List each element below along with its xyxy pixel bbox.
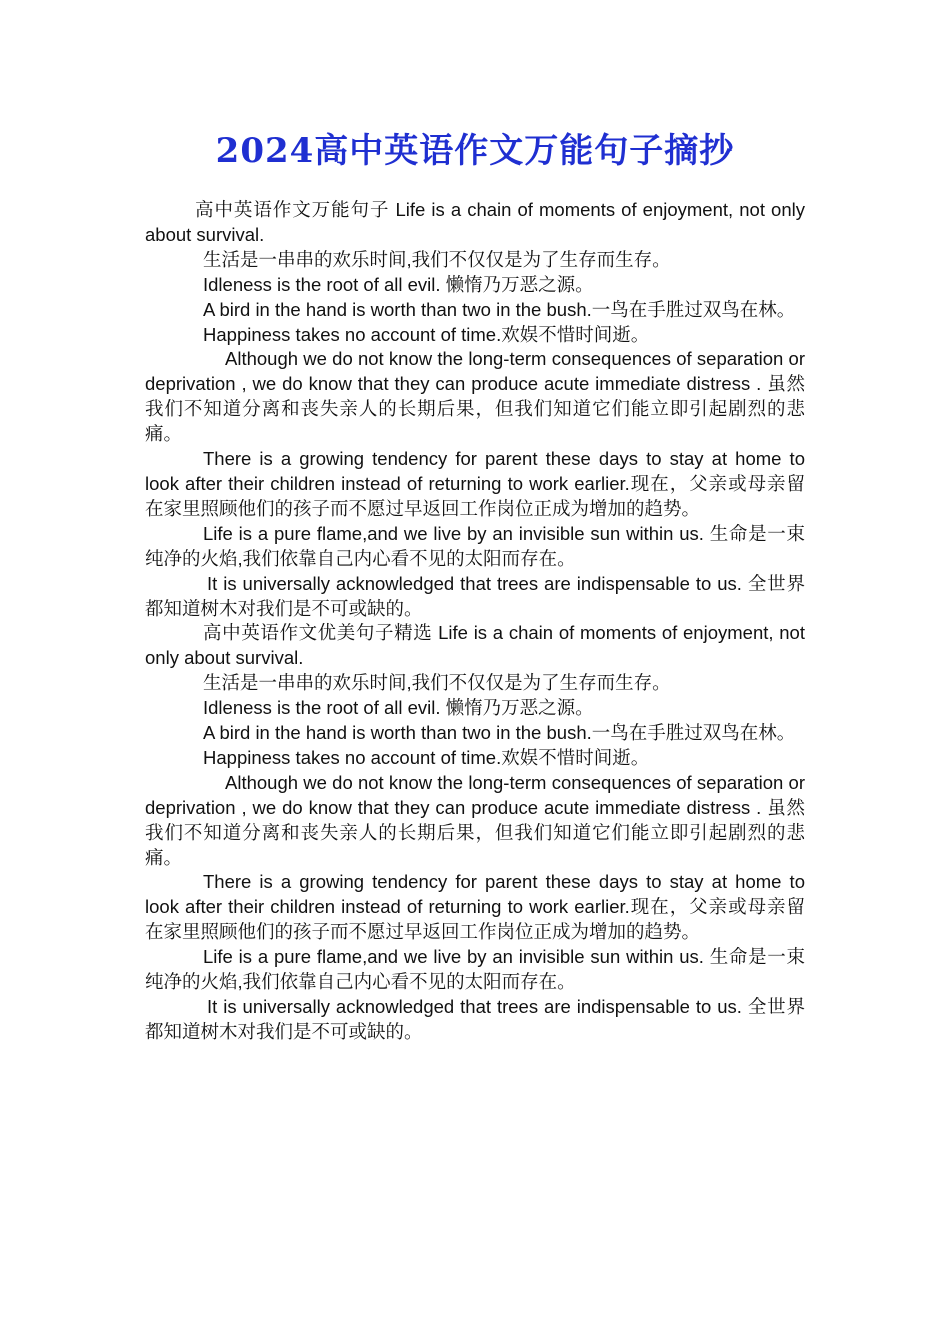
paragraph-2: 生活是一串串的欢乐时间,我们不仅仅是为了生存而生存。	[203, 248, 671, 270]
paragraph-14: Happiness takes no account of time.欢娱不惜时间逝。	[203, 746, 650, 768]
paragraph-13: A bird in the hand is worth than two in the bush.一鸟在手胜过双鸟在林。	[203, 722, 796, 744]
paragraph-12: Idleness is the root of all evil. 懒惰乃万恶之源。	[203, 697, 594, 719]
paragraph-3: Idleness is the root of all evil. 懒惰乃万恶之源。	[203, 273, 594, 295]
paragraph-6: Although we do not know the long-term consequences of separation or deprivation , we do know that they can produce acute immediate distress . 虽然我们不知道分离和丧失亲人的长期后果，但我们知道它们能立即引起剧烈的悲痛。	[145, 348, 805, 445]
paragraph-17: Life is a pure flame,and we live by an invisible sun within us. 生命是一束纯净的火焰,我们依靠自己内心看不见的太阳而存在。	[145, 946, 805, 993]
paragraph-10: 高中英语作文优美句子精选 Life is a chain of moments of enjoyment, not only about survival.	[145, 622, 805, 669]
paragraph-15: Although we do not know the long-term consequences of separation or deprivation , we do know that they can produce acute immediate distress . 虽然我们不知道分离和丧失亲人的长期后果，但我们知道它们能立即引起剧烈的悲痛。	[145, 771, 805, 868]
paragraph-7: There is a growing tendency for parent these days to stay at home to look after their children instead of returning to work earlier.现在，父亲或母亲留在家里照顾他们的孩子而不愿过早返回工作岗位正成为增加的趋势。	[145, 448, 805, 519]
paragraph-4: A bird in the hand is worth than two in the bush.一鸟在手胜过双鸟在林。	[203, 298, 796, 320]
paragraph-11: 生活是一串串的欢乐时间,我们不仅仅是为了生存而生存。	[203, 672, 671, 694]
document-body	[145, 198, 805, 1045]
paragraph-8: Life is a pure flame,and we live by an invisible sun within us. 生命是一束纯净的火焰,我们依靠自己内心看不见的太阳而存在。	[145, 522, 805, 569]
paragraph-18: It is universally acknowledged that trees are indispensable to us. 全世界都知道树木对我们是不可或缺的。	[145, 996, 805, 1042]
paragraph-1: 高中英语作文万能句子 Life is a chain of moments of enjoyment, not only about survival.	[145, 199, 805, 245]
paragraph-16: There is a growing tendency for parent these days to stay at home to look after their children instead of returning to work earlier.现在，父亲或母亲留在家里照顾他们的孩子而不愿过早返回工作岗位正成为增加的趋势。	[145, 871, 805, 943]
paragraph-5: Happiness takes no account of time.欢娱不惜时间逝。	[203, 323, 650, 345]
paragraph-9: It is universally acknowledged that trees are indispensable to us. 全世界都知道树木对我们是不可或缺的。	[145, 572, 805, 619]
document-title: 2024高中英语作文万能句子摘抄	[215, 131, 735, 171]
